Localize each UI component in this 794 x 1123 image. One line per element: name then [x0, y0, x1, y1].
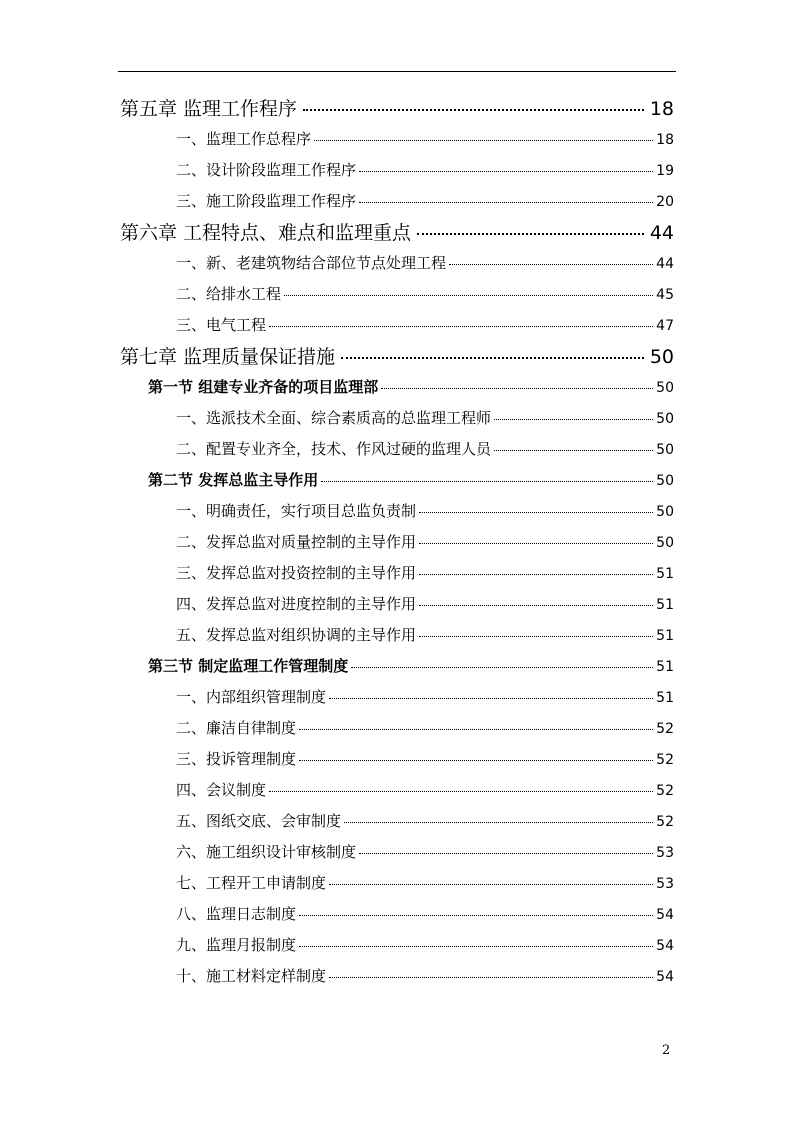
- toc-entry-label: 二、廉洁自律制度: [176, 719, 297, 737]
- toc-entry-page: 52: [656, 783, 674, 799]
- dot-leader: [359, 853, 653, 854]
- toc-entry-page: 54: [656, 938, 674, 954]
- toc-item-row[interactable]: [176, 438, 674, 459]
- toc-entry-label: 五、发挥总监对组织协调的主导作用: [176, 626, 417, 644]
- dot-leader: [269, 791, 653, 792]
- dot-leader: [329, 698, 653, 699]
- toc-entry-page: 51: [656, 566, 674, 582]
- dot-leader: [344, 822, 653, 823]
- toc-section-row[interactable]: [148, 376, 674, 397]
- toc-item-row[interactable]: [176, 562, 674, 583]
- dot-leader: [321, 481, 653, 482]
- toc-chapter-row[interactable]: [120, 94, 674, 121]
- page-number: 2: [662, 1043, 671, 1058]
- dot-leader: [419, 636, 653, 637]
- toc-entry-page: 19: [656, 163, 674, 179]
- toc-entry-page: 44: [656, 256, 674, 272]
- toc-entry-page: 44: [649, 222, 674, 244]
- toc-entry-page: 53: [656, 845, 674, 861]
- toc-entry-label: 第一节 组建专业齐备的项目监理部: [148, 378, 379, 396]
- toc-entry-page: 51: [656, 597, 674, 613]
- toc-entry-label: 四、会议制度: [176, 781, 267, 799]
- toc-item-row[interactable]: [176, 686, 674, 707]
- toc-entry-label: 一、新、老建筑物结合部位节点处理工程: [176, 254, 447, 272]
- toc-item-row[interactable]: [176, 872, 674, 893]
- toc-entry-page: 54: [656, 969, 674, 985]
- dot-leader: [449, 264, 653, 265]
- dot-leader: [494, 450, 653, 451]
- toc-item-row[interactable]: [176, 748, 674, 769]
- toc-item-row[interactable]: [176, 934, 674, 955]
- toc-section-row[interactable]: [148, 655, 674, 676]
- dot-leader: [299, 760, 653, 761]
- dot-leader: [359, 202, 653, 203]
- dot-leader: [299, 729, 653, 730]
- dot-leader: [303, 109, 644, 111]
- toc-item-row[interactable]: [176, 190, 674, 211]
- toc-entry-page: 53: [656, 876, 674, 892]
- toc-entry-label: 二、发挥总监对质量控制的主导作用: [176, 533, 417, 551]
- dot-leader: [494, 419, 653, 420]
- toc-entry-page: 18: [656, 132, 674, 148]
- toc-item-row[interactable]: [176, 531, 674, 552]
- toc-entry-label: 四、发挥总监对进度控制的主导作用: [176, 595, 417, 613]
- toc-entry-label: 一、选派技术全面、综合素质高的总监理工程师: [176, 409, 492, 427]
- toc-entry-page: 50: [649, 346, 674, 368]
- toc-entry-label: 一、监理工作总程序: [176, 130, 312, 148]
- toc-entry-page: 52: [656, 752, 674, 768]
- toc-entry-label: 三、投诉管理制度: [176, 750, 297, 768]
- toc-entry-label: 三、施工阶段监理工作程序: [176, 192, 357, 210]
- dot-leader: [299, 915, 653, 916]
- toc-item-row[interactable]: [176, 810, 674, 831]
- toc-item-row[interactable]: [176, 283, 674, 304]
- toc-entry-page: 45: [656, 287, 674, 303]
- toc-item-row[interactable]: [176, 159, 674, 180]
- toc-entry-page: 50: [656, 442, 674, 458]
- toc-chapter-row[interactable]: [120, 342, 674, 369]
- toc-entry-label: 三、电气工程: [176, 316, 267, 334]
- toc-item-row[interactable]: [176, 500, 674, 521]
- toc-entry-page: 50: [656, 411, 674, 427]
- toc-entry-label: 七、工程开工申请制度: [176, 874, 327, 892]
- toc-entry-label: 一、内部组织管理制度: [176, 688, 327, 706]
- toc-entry-label: 二、配置专业齐全，技术、作风过硬的监理人员: [176, 440, 492, 458]
- toc-entry-page: 50: [656, 504, 674, 520]
- dot-leader: [269, 326, 653, 327]
- dot-leader: [381, 388, 653, 389]
- toc-chapter-row[interactable]: [120, 218, 674, 245]
- toc-entry-page: 47: [656, 318, 674, 334]
- toc-entry-page: 52: [656, 721, 674, 737]
- toc-entry-label: 一、明确责任，实行项目总监负责制: [176, 502, 417, 520]
- toc-entry-page: 51: [656, 628, 674, 644]
- toc-entry-label: 二、给排水工程: [176, 285, 282, 303]
- dot-leader: [329, 884, 653, 885]
- toc-item-row[interactable]: [176, 779, 674, 800]
- dot-leader: [314, 140, 653, 141]
- toc-entry-label: 八、监理日志制度: [176, 905, 297, 923]
- dot-leader: [329, 977, 653, 978]
- toc-entry-page: 51: [656, 659, 674, 675]
- toc-entry-page: 18: [649, 98, 674, 120]
- toc-entry-label: 九、监理月报制度: [176, 936, 297, 954]
- toc-item-row[interactable]: [176, 903, 674, 924]
- toc-entry-label: 三、发挥总监对投资控制的主导作用: [176, 564, 417, 582]
- toc-entry-page: 54: [656, 907, 674, 923]
- dot-leader: [341, 357, 644, 359]
- dot-leader: [351, 667, 653, 668]
- toc-entry-page: 50: [656, 380, 674, 396]
- dot-leader: [419, 543, 653, 544]
- toc-entry-label: 第五章 监理工作程序: [120, 98, 298, 120]
- toc-entry-page: 50: [656, 535, 674, 551]
- toc-entry-page: 50: [656, 473, 674, 489]
- dot-leader: [299, 946, 653, 947]
- toc-entry-page: 51: [656, 690, 674, 706]
- dot-leader: [359, 171, 653, 172]
- toc-item-row[interactable]: [176, 624, 674, 645]
- dot-leader: [419, 574, 653, 575]
- toc-entry-label: 第三节 制定监理工作管理制度: [148, 657, 349, 675]
- dot-leader: [419, 605, 653, 606]
- toc-item-row[interactable]: [176, 128, 674, 149]
- toc-item-row[interactable]: [176, 965, 674, 986]
- toc-item-row[interactable]: [176, 252, 674, 273]
- toc-item-row[interactable]: [176, 717, 674, 738]
- toc-item-row[interactable]: [176, 407, 674, 428]
- dot-leader: [284, 295, 653, 296]
- toc-entry-label: 五、图纸交底、会审制度: [176, 812, 342, 830]
- toc-entry-label: 二、设计阶段监理工作程序: [176, 161, 357, 179]
- toc-entry-label: 十、施工材料定样制度: [176, 967, 327, 985]
- toc-entry-page: 52: [656, 814, 674, 830]
- toc-section-row[interactable]: [148, 469, 674, 490]
- toc-entry-label: 六、施工组织设计审核制度: [176, 843, 357, 861]
- toc-entry-page: 20: [656, 194, 674, 210]
- toc-entry-label: 第七章 监理质量保证措施: [120, 346, 336, 368]
- toc-entry-label: 第六章 工程特点、难点和监理重点: [120, 222, 412, 244]
- toc-entry-label: 第二节 发挥总监主导作用: [148, 471, 319, 489]
- dot-leader: [419, 512, 653, 513]
- toc-item-row[interactable]: [176, 593, 674, 614]
- toc-item-row[interactable]: [176, 841, 674, 862]
- dot-leader: [417, 233, 644, 235]
- toc-item-row[interactable]: [176, 314, 674, 335]
